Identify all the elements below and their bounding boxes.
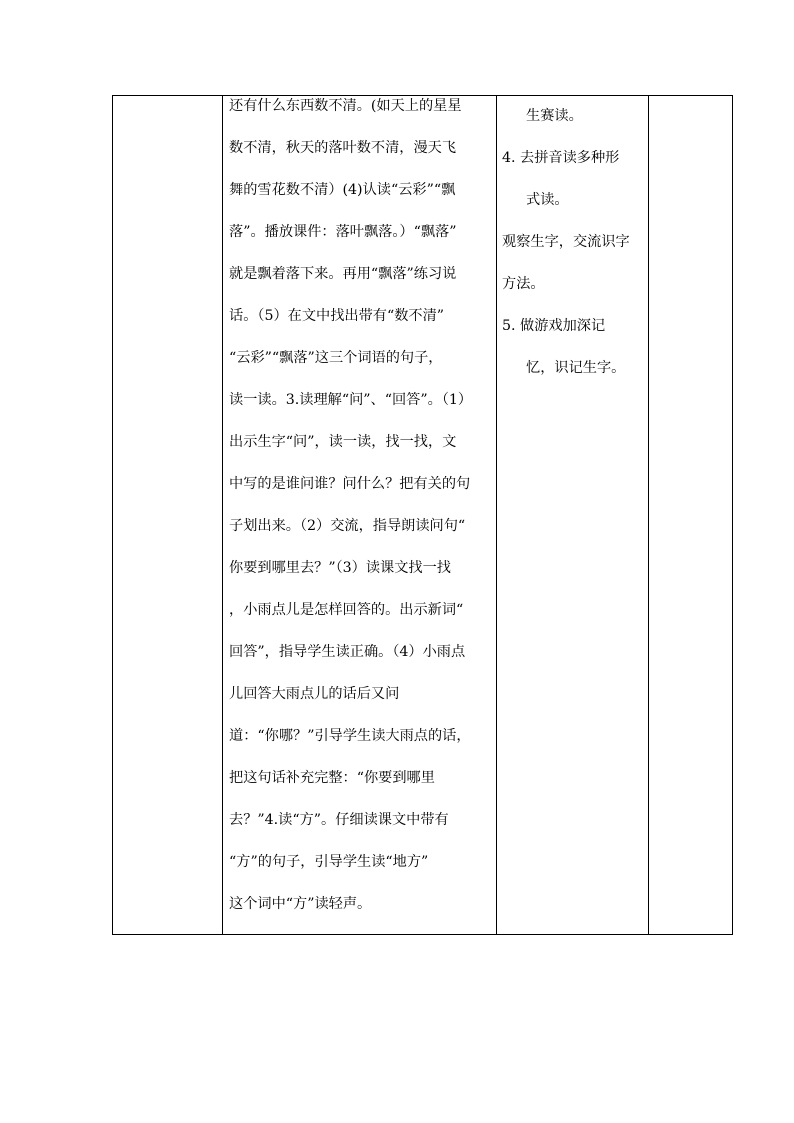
student-activity-cell — [497, 96, 648, 934]
text-line: “云彩”“飘落”这三个词语的句子， — [229, 350, 443, 366]
empty-cell-left — [113, 96, 222, 934]
text-line: 4. 去拼音读多种形 — [502, 150, 620, 166]
text-line: 式读。 — [526, 192, 569, 208]
text-line: 回答”，指导学生读正确。（4）小雨点 — [229, 644, 466, 660]
text-line: 舞的雪花数不清）(4)认读“云彩”“飘 — [229, 182, 456, 198]
text-line: 道：“你哪？”引导学生读大雨点的话， — [229, 728, 471, 744]
text-line: 这个词中“方”读轻声。 — [229, 896, 372, 912]
text-line: 数不清，秋天的落叶数不清，漫天飞 — [229, 140, 457, 156]
text-line: 儿回答大雨点儿的话后又问 — [229, 686, 400, 702]
text-line: 观察生字，交流识字 — [502, 234, 630, 250]
text-line: 忆，识记生字。 — [526, 360, 626, 376]
text-line: 话。（5）在文中找出带有“数不清” — [229, 308, 445, 324]
text-line: 子划出来。（2）交流，指导朗读问句“ — [229, 518, 466, 534]
text-line: 出示生字“问”，读一读，找一找，文 — [229, 434, 457, 450]
text-line: 还有什么东西数不清。(如天上的星星 — [229, 98, 462, 114]
text-line: 5. 做游戏加深记 — [502, 318, 606, 334]
empty-cell-right — [649, 96, 732, 934]
text-line: 把这句话补充完整：“你要到哪里 — [229, 770, 435, 786]
text-line: 就是飘着落下来。再用“飘落”练习说 — [229, 266, 457, 282]
teacher-activity-cell — [223, 96, 496, 934]
text-line: ，小雨点儿是怎样回答的。出示新词“ — [229, 602, 464, 618]
text-line: 方法。 — [502, 276, 545, 292]
lesson-table — [112, 95, 733, 935]
text-line: 落”。播放课件：落叶飘落。）“飘落” — [229, 224, 457, 240]
text-line: 读一读。3.读理解“问”、“回答”。（1） — [229, 392, 473, 408]
text-line: 去？”4.读“方”。仔细读课文中带有 — [229, 812, 449, 828]
text-line: 生赛读。 — [526, 108, 583, 124]
text-line: 中写的是谁问谁？问什么？把有关的句 — [229, 476, 471, 492]
text-line: “方”的句子，引导学生读“地方” — [229, 854, 429, 870]
text-line: 你要到哪里去？”（3）读课文找一找 — [229, 560, 451, 576]
